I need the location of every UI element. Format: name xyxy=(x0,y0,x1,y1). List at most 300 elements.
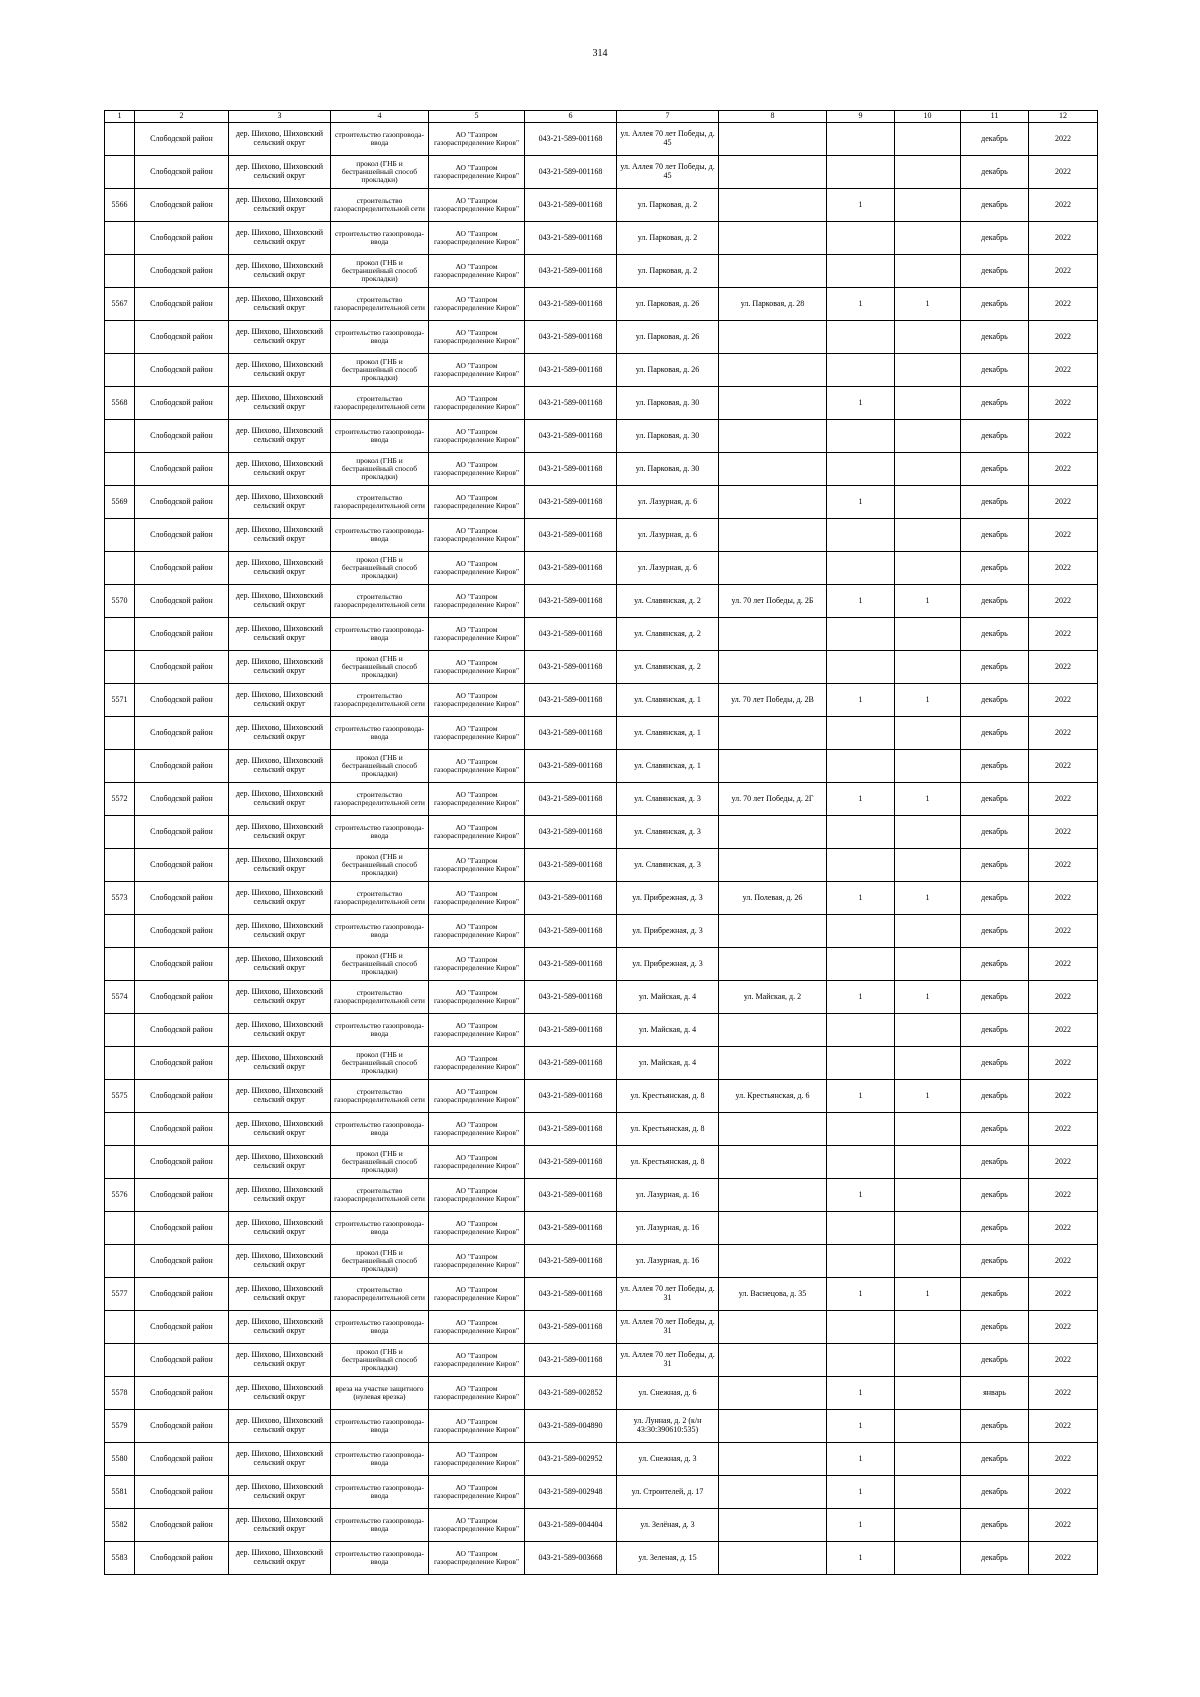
row-number-cell: 5580 xyxy=(105,1443,135,1476)
table-header-row xyxy=(105,111,1098,123)
column-9-cell xyxy=(827,354,895,387)
code-cell: 043-21-589-001168 xyxy=(525,420,617,453)
table-row xyxy=(105,453,1098,486)
year-cell: 2022 xyxy=(1029,1047,1098,1080)
table-row xyxy=(105,816,1098,849)
address-cell: ул. Аллея 70 лет Победы, д. 31 xyxy=(617,1278,719,1311)
secondary-address-cell xyxy=(719,321,827,354)
settlement-cell: дер. Шихово, Шиховский сельский округ xyxy=(229,1113,331,1146)
table-row xyxy=(105,1344,1098,1377)
settlement-cell: дер. Шихово, Шиховский сельский округ xyxy=(229,651,331,684)
address-cell: ул. Лазурная, д. 6 xyxy=(617,486,719,519)
district-cell: Слободской район xyxy=(135,1179,229,1212)
organization-cell: АО "Газпром газораспределение Киров" xyxy=(429,288,525,321)
row-number-cell xyxy=(105,915,135,948)
district-cell: Слободской район xyxy=(135,519,229,552)
month-cell: декабрь xyxy=(961,354,1029,387)
row-number-cell: 5570 xyxy=(105,585,135,618)
column-10-cell xyxy=(895,123,961,156)
work-type-cell: строительство газораспределительной сети xyxy=(331,387,429,420)
organization-cell: АО "Газпром газораспределение Киров" xyxy=(429,1410,525,1443)
month-cell: декабрь xyxy=(961,651,1029,684)
row-number-cell: 5577 xyxy=(105,1278,135,1311)
district-cell: Слободской район xyxy=(135,552,229,585)
column-10-cell xyxy=(895,321,961,354)
row-number-cell xyxy=(105,519,135,552)
work-type-cell: прокол (ГНБ и бестраншейный способ прокладки) xyxy=(331,1344,429,1377)
month-cell: декабрь xyxy=(961,1080,1029,1113)
district-cell: Слободской район xyxy=(135,1344,229,1377)
column-10-cell xyxy=(895,717,961,750)
table-row xyxy=(105,1080,1098,1113)
settlement-cell: дер. Шихово, Шиховский сельский округ xyxy=(229,915,331,948)
address-cell: ул. Аллея 70 лет Победы, д. 45 xyxy=(617,123,719,156)
address-cell: ул. Славянская, д. 2 xyxy=(617,618,719,651)
column-10-cell xyxy=(895,387,961,420)
work-type-cell: прокол (ГНБ и бестраншейный способ прокладки) xyxy=(331,255,429,288)
row-number-cell xyxy=(105,321,135,354)
organization-cell: АО "Газпром газораспределение Киров" xyxy=(429,948,525,981)
table-row xyxy=(105,618,1098,651)
work-type-cell: прокол (ГНБ и бестраншейный способ прокладки) xyxy=(331,948,429,981)
settlement-cell: дер. Шихово, Шиховский сельский округ xyxy=(229,1410,331,1443)
district-cell: Слободской район xyxy=(135,981,229,1014)
district-cell: Слободской район xyxy=(135,1146,229,1179)
address-cell: ул. Славянская, д. 2 xyxy=(617,651,719,684)
column-9-cell xyxy=(827,255,895,288)
year-cell: 2022 xyxy=(1029,222,1098,255)
organization-cell: АО "Газпром газораспределение Киров" xyxy=(429,1047,525,1080)
organization-cell: АО "Газпром газораспределение Киров" xyxy=(429,849,525,882)
code-cell: 043-21-589-001168 xyxy=(525,1212,617,1245)
organization-cell: АО "Газпром газораспределение Киров" xyxy=(429,420,525,453)
column-9-cell xyxy=(827,651,895,684)
secondary-address-cell xyxy=(719,1443,827,1476)
district-cell: Слободской район xyxy=(135,1113,229,1146)
table-row xyxy=(105,420,1098,453)
secondary-address-cell xyxy=(719,387,827,420)
year-cell: 2022 xyxy=(1029,651,1098,684)
address-cell: ул. Парковая, д. 2 xyxy=(617,222,719,255)
secondary-address-cell: ул. Парковая, д. 28 xyxy=(719,288,827,321)
settlement-cell: дер. Шихово, Шиховский сельский округ xyxy=(229,783,331,816)
code-cell: 043-21-589-001168 xyxy=(525,552,617,585)
address-cell: ул. Лазурная, д. 6 xyxy=(617,552,719,585)
column-9-cell: 1 xyxy=(827,387,895,420)
settlement-cell: дер. Шихово, Шиховский сельский округ xyxy=(229,321,331,354)
column-10-cell xyxy=(895,1476,961,1509)
district-cell: Слободской район xyxy=(135,1014,229,1047)
settlement-cell: дер. Шихово, Шиховский сельский округ xyxy=(229,519,331,552)
code-cell: 043-21-589-001168 xyxy=(525,849,617,882)
column-10-cell xyxy=(895,1410,961,1443)
month-cell: декабрь xyxy=(961,684,1029,717)
row-number-cell xyxy=(105,1344,135,1377)
secondary-address-cell: ул. Васнецова, д. 35 xyxy=(719,1278,827,1311)
year-cell: 2022 xyxy=(1029,750,1098,783)
address-cell: ул. Майская, д. 4 xyxy=(617,981,719,1014)
address-cell: ул. Парковая, д. 26 xyxy=(617,321,719,354)
month-cell: декабрь xyxy=(961,1344,1029,1377)
column-9-cell xyxy=(827,1113,895,1146)
address-cell: ул. Парковая, д. 26 xyxy=(617,288,719,321)
month-cell: декабрь xyxy=(961,1047,1029,1080)
year-cell: 2022 xyxy=(1029,1245,1098,1278)
table-row xyxy=(105,486,1098,519)
column-10-cell xyxy=(895,1212,961,1245)
column-header: 12 xyxy=(1029,111,1098,123)
organization-cell: АО "Газпром газораспределение Киров" xyxy=(429,1014,525,1047)
district-cell: Слободской район xyxy=(135,585,229,618)
code-cell: 043-21-589-001168 xyxy=(525,321,617,354)
year-cell: 2022 xyxy=(1029,1212,1098,1245)
column-9-cell xyxy=(827,552,895,585)
district-cell: Слободской район xyxy=(135,123,229,156)
settlement-cell: дер. Шихово, Шиховский сельский округ xyxy=(229,156,331,189)
district-cell: Слободской район xyxy=(135,684,229,717)
secondary-address-cell xyxy=(719,816,827,849)
district-cell: Слободской район xyxy=(135,1476,229,1509)
district-cell: Слободской район xyxy=(135,1509,229,1542)
address-cell: ул. Славянская, д. 1 xyxy=(617,717,719,750)
column-9-cell xyxy=(827,1311,895,1344)
address-cell: ул. Прибрежная, д. 3 xyxy=(617,948,719,981)
code-cell: 043-21-589-001168 xyxy=(525,1146,617,1179)
address-cell: ул. Аллея 70 лет Победы, д. 45 xyxy=(617,156,719,189)
organization-cell: АО "Газпром газораспределение Киров" xyxy=(429,123,525,156)
month-cell: декабрь xyxy=(961,981,1029,1014)
organization-cell: АО "Газпром газораспределение Киров" xyxy=(429,783,525,816)
month-cell: декабрь xyxy=(961,1245,1029,1278)
organization-cell: АО "Газпром газораспределение Киров" xyxy=(429,981,525,1014)
row-number-cell: 5567 xyxy=(105,288,135,321)
column-10-cell xyxy=(895,849,961,882)
row-number-cell: 5568 xyxy=(105,387,135,420)
month-cell: декабрь xyxy=(961,288,1029,321)
row-number-cell xyxy=(105,1014,135,1047)
address-cell: ул. Парковая, д. 2 xyxy=(617,255,719,288)
code-cell: 043-21-589-001168 xyxy=(525,486,617,519)
secondary-address-cell xyxy=(719,1509,827,1542)
month-cell: декабрь xyxy=(961,1509,1029,1542)
row-number-cell xyxy=(105,849,135,882)
column-9-cell: 1 xyxy=(827,1476,895,1509)
row-number-cell xyxy=(105,1311,135,1344)
work-type-cell: вреза на участке защитного (нулевая врезка) xyxy=(331,1377,429,1410)
organization-cell: АО "Газпром газораспределение Киров" xyxy=(429,1278,525,1311)
year-cell: 2022 xyxy=(1029,1146,1098,1179)
year-cell: 2022 xyxy=(1029,1443,1098,1476)
column-9-cell: 1 xyxy=(827,1542,895,1575)
table-row xyxy=(105,1113,1098,1146)
column-10-cell: 1 xyxy=(895,882,961,915)
settlement-cell: дер. Шихово, Шиховский сельский округ xyxy=(229,387,331,420)
address-cell: ул. Крестьянская, д. 8 xyxy=(617,1080,719,1113)
column-10-cell xyxy=(895,156,961,189)
column-9-cell: 1 xyxy=(827,981,895,1014)
month-cell: декабрь xyxy=(961,783,1029,816)
work-type-cell: прокол (ГНБ и бестраншейный способ прокладки) xyxy=(331,156,429,189)
organization-cell: АО "Газпром газораспределение Киров" xyxy=(429,882,525,915)
column-header: 4 xyxy=(331,111,429,123)
settlement-cell: дер. Шихово, Шиховский сельский округ xyxy=(229,1212,331,1245)
month-cell: декабрь xyxy=(961,189,1029,222)
row-number-cell: 5583 xyxy=(105,1542,135,1575)
table-row xyxy=(105,1179,1098,1212)
year-cell: 2022 xyxy=(1029,486,1098,519)
district-cell: Слободской район xyxy=(135,915,229,948)
table-row xyxy=(105,1410,1098,1443)
month-cell: январь xyxy=(961,1377,1029,1410)
organization-cell: АО "Газпром газораспределение Киров" xyxy=(429,1212,525,1245)
column-10-cell xyxy=(895,222,961,255)
works-table xyxy=(104,110,1098,1575)
organization-cell: АО "Газпром газораспределение Киров" xyxy=(429,618,525,651)
settlement-cell: дер. Шихово, Шиховский сельский округ xyxy=(229,420,331,453)
column-10-cell xyxy=(895,486,961,519)
row-number-cell: 5576 xyxy=(105,1179,135,1212)
table-row xyxy=(105,1509,1098,1542)
address-cell: ул. Славянская, д. 3 xyxy=(617,849,719,882)
organization-cell: АО "Газпром газораспределение Киров" xyxy=(429,519,525,552)
code-cell: 043-21-589-001168 xyxy=(525,222,617,255)
table-row xyxy=(105,1476,1098,1509)
district-cell: Слободской район xyxy=(135,189,229,222)
column-10-cell xyxy=(895,420,961,453)
work-type-cell: прокол (ГНБ и бестраншейный способ прокладки) xyxy=(331,750,429,783)
settlement-cell: дер. Шихово, Шиховский сельский округ xyxy=(229,354,331,387)
address-cell: ул. Аллея 70 лет Победы, д. 31 xyxy=(617,1344,719,1377)
settlement-cell: дер. Шихово, Шиховский сельский округ xyxy=(229,948,331,981)
code-cell: 043-21-589-001168 xyxy=(525,453,617,486)
district-cell: Слободской район xyxy=(135,486,229,519)
work-type-cell: строительство газораспределительной сети xyxy=(331,882,429,915)
year-cell: 2022 xyxy=(1029,882,1098,915)
column-10-cell: 1 xyxy=(895,585,961,618)
secondary-address-cell xyxy=(719,420,827,453)
column-9-cell xyxy=(827,849,895,882)
column-10-cell xyxy=(895,1113,961,1146)
table-row xyxy=(105,189,1098,222)
year-cell: 2022 xyxy=(1029,420,1098,453)
code-cell: 043-21-589-001168 xyxy=(525,519,617,552)
table-row xyxy=(105,519,1098,552)
row-number-cell xyxy=(105,618,135,651)
column-10-cell xyxy=(895,1179,961,1212)
year-cell: 2022 xyxy=(1029,948,1098,981)
address-cell: ул. Майская, д. 4 xyxy=(617,1014,719,1047)
work-type-cell: строительство газопровода-ввода xyxy=(331,915,429,948)
district-cell: Слободской район xyxy=(135,849,229,882)
column-10-cell xyxy=(895,915,961,948)
district-cell: Слободской район xyxy=(135,1212,229,1245)
column-10-cell xyxy=(895,1542,961,1575)
year-cell: 2022 xyxy=(1029,552,1098,585)
row-number-cell xyxy=(105,1047,135,1080)
district-cell: Слободской район xyxy=(135,156,229,189)
work-type-cell: прокол (ГНБ и бестраншейный способ прокладки) xyxy=(331,354,429,387)
settlement-cell: дер. Шихово, Шиховский сельский округ xyxy=(229,1080,331,1113)
column-header: 6 xyxy=(525,111,617,123)
row-number-cell: 5579 xyxy=(105,1410,135,1443)
district-cell: Слободской район xyxy=(135,1311,229,1344)
district-cell: Слободской район xyxy=(135,750,229,783)
settlement-cell: дер. Шихово, Шиховский сельский округ xyxy=(229,1047,331,1080)
column-10-cell xyxy=(895,1245,961,1278)
month-cell: декабрь xyxy=(961,486,1029,519)
column-9-cell: 1 xyxy=(827,1278,895,1311)
column-9-cell xyxy=(827,1047,895,1080)
address-cell: ул. Парковая, д. 2 xyxy=(617,189,719,222)
address-cell: ул. Лазурная, д. 16 xyxy=(617,1212,719,1245)
month-cell: декабрь xyxy=(961,1443,1029,1476)
work-type-cell: строительство газопровода-ввода xyxy=(331,1014,429,1047)
secondary-address-cell xyxy=(719,1377,827,1410)
work-type-cell: строительство газораспределительной сети xyxy=(331,981,429,1014)
column-10-cell xyxy=(895,354,961,387)
row-number-cell xyxy=(105,123,135,156)
work-type-cell: прокол (ГНБ и бестраншейный способ прокладки) xyxy=(331,552,429,585)
settlement-cell: дер. Шихово, Шиховский сельский округ xyxy=(229,1146,331,1179)
row-number-cell: 5575 xyxy=(105,1080,135,1113)
column-9-cell xyxy=(827,948,895,981)
column-header: 10 xyxy=(895,111,961,123)
work-type-cell: строительство газораспределительной сети xyxy=(331,486,429,519)
code-cell: 043-21-589-001168 xyxy=(525,915,617,948)
year-cell: 2022 xyxy=(1029,519,1098,552)
settlement-cell: дер. Шихово, Шиховский сельский округ xyxy=(229,486,331,519)
column-header: 1 xyxy=(105,111,135,123)
month-cell: декабрь xyxy=(961,1212,1029,1245)
month-cell: декабрь xyxy=(961,750,1029,783)
district-cell: Слободской район xyxy=(135,717,229,750)
column-10-cell: 1 xyxy=(895,684,961,717)
month-cell: декабрь xyxy=(961,1113,1029,1146)
code-cell: 043-21-589-001168 xyxy=(525,1311,617,1344)
settlement-cell: дер. Шихово, Шиховский сельский округ xyxy=(229,255,331,288)
secondary-address-cell xyxy=(719,1146,827,1179)
column-10-cell xyxy=(895,189,961,222)
month-cell: декабрь xyxy=(961,453,1029,486)
year-cell: 2022 xyxy=(1029,684,1098,717)
year-cell: 2022 xyxy=(1029,156,1098,189)
organization-cell: АО "Газпром газораспределение Киров" xyxy=(429,1080,525,1113)
code-cell: 043-21-589-001168 xyxy=(525,882,617,915)
settlement-cell: дер. Шихово, Шиховский сельский округ xyxy=(229,1377,331,1410)
district-cell: Слободской район xyxy=(135,1542,229,1575)
column-9-cell xyxy=(827,1344,895,1377)
table-row xyxy=(105,717,1098,750)
code-cell: 043-21-589-001168 xyxy=(525,948,617,981)
column-10-cell: 1 xyxy=(895,783,961,816)
code-cell: 043-21-589-001168 xyxy=(525,288,617,321)
settlement-cell: дер. Шихово, Шиховский сельский округ xyxy=(229,1509,331,1542)
secondary-address-cell xyxy=(719,354,827,387)
code-cell: 043-21-589-004404 xyxy=(525,1509,617,1542)
secondary-address-cell xyxy=(719,156,827,189)
row-number-cell xyxy=(105,222,135,255)
work-type-cell: строительство газопровода-ввода xyxy=(331,618,429,651)
district-cell: Слободской район xyxy=(135,1377,229,1410)
column-9-cell xyxy=(827,816,895,849)
district-cell: Слободской район xyxy=(135,882,229,915)
settlement-cell: дер. Шихово, Шиховский сельский округ xyxy=(229,618,331,651)
month-cell: декабрь xyxy=(961,123,1029,156)
code-cell: 043-21-589-001168 xyxy=(525,684,617,717)
work-type-cell: строительство газопровода-ввода xyxy=(331,321,429,354)
settlement-cell: дер. Шихово, Шиховский сельский округ xyxy=(229,717,331,750)
row-number-cell: 5582 xyxy=(105,1509,135,1542)
organization-cell: АО "Газпром газораспределение Киров" xyxy=(429,1245,525,1278)
district-cell: Слободской район xyxy=(135,354,229,387)
organization-cell: АО "Газпром газораспределение Киров" xyxy=(429,915,525,948)
year-cell: 2022 xyxy=(1029,255,1098,288)
secondary-address-cell xyxy=(719,915,827,948)
secondary-address-cell xyxy=(719,453,827,486)
organization-cell: АО "Газпром газораспределение Киров" xyxy=(429,651,525,684)
table-row xyxy=(105,354,1098,387)
table-row xyxy=(105,387,1098,420)
month-cell: декабрь xyxy=(961,948,1029,981)
secondary-address-cell xyxy=(719,1542,827,1575)
column-10-cell xyxy=(895,1014,961,1047)
work-type-cell: прокол (ГНБ и бестраншейный способ прокладки) xyxy=(331,1047,429,1080)
secondary-address-cell xyxy=(719,1212,827,1245)
work-type-cell: строительство газопровода-ввода xyxy=(331,1113,429,1146)
secondary-address-cell xyxy=(719,1311,827,1344)
column-10-cell xyxy=(895,1146,961,1179)
table-row xyxy=(105,783,1098,816)
code-cell: 043-21-589-001168 xyxy=(525,816,617,849)
column-9-cell: 1 xyxy=(827,1509,895,1542)
address-cell: ул. Прибрежная, д. 3 xyxy=(617,915,719,948)
column-10-cell xyxy=(895,750,961,783)
column-9-cell: 1 xyxy=(827,288,895,321)
address-cell: ул. Славянская, д. 3 xyxy=(617,783,719,816)
column-9-cell: 1 xyxy=(827,1443,895,1476)
month-cell: декабрь xyxy=(961,156,1029,189)
column-9-cell xyxy=(827,123,895,156)
settlement-cell: дер. Шихово, Шиховский сельский округ xyxy=(229,1344,331,1377)
column-10-cell xyxy=(895,519,961,552)
column-10-cell xyxy=(895,453,961,486)
settlement-cell: дер. Шихово, Шиховский сельский округ xyxy=(229,750,331,783)
organization-cell: АО "Газпром газораспределение Киров" xyxy=(429,1344,525,1377)
month-cell: декабрь xyxy=(961,915,1029,948)
column-header: 9 xyxy=(827,111,895,123)
column-10-cell xyxy=(895,816,961,849)
code-cell: 043-21-589-001168 xyxy=(525,618,617,651)
month-cell: декабрь xyxy=(961,1278,1029,1311)
column-9-cell: 1 xyxy=(827,189,895,222)
column-header: 11 xyxy=(961,111,1029,123)
organization-cell: АО "Газпром газораспределение Киров" xyxy=(429,486,525,519)
month-cell: декабрь xyxy=(961,849,1029,882)
month-cell: декабрь xyxy=(961,420,1029,453)
address-cell: ул. Парковая, д. 30 xyxy=(617,453,719,486)
year-cell: 2022 xyxy=(1029,288,1098,321)
settlement-cell: дер. Шихово, Шиховский сельский округ xyxy=(229,1278,331,1311)
month-cell: декабрь xyxy=(961,1179,1029,1212)
year-cell: 2022 xyxy=(1029,1014,1098,1047)
settlement-cell: дер. Шихово, Шиховский сельский округ xyxy=(229,123,331,156)
table-body xyxy=(105,123,1098,1575)
settlement-cell: дер. Шихово, Шиховский сельский округ xyxy=(229,1311,331,1344)
secondary-address-cell xyxy=(719,255,827,288)
code-cell: 043-21-589-001168 xyxy=(525,189,617,222)
year-cell: 2022 xyxy=(1029,849,1098,882)
month-cell: декабрь xyxy=(961,1014,1029,1047)
